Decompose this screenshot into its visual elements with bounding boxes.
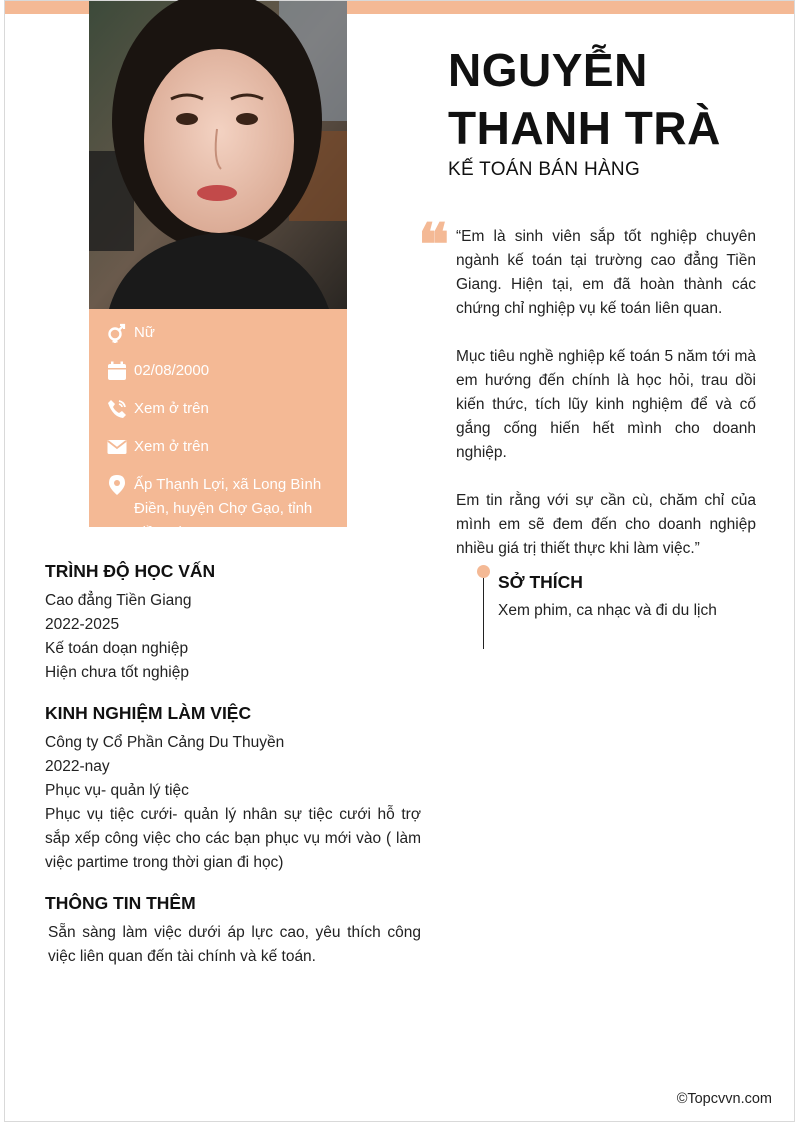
experience-title: KINH NGHIỆM LÀM VIỆC bbox=[45, 703, 252, 723]
additional-title: THÔNG TIN THÊM bbox=[45, 893, 196, 913]
address-value: Ấp Thạnh Lợi, xã Long Bình Điền, huyện Chợ Gạo, tỉnh Tiền Giang bbox=[134, 476, 322, 541]
calendar-icon bbox=[107, 359, 127, 383]
phone-icon bbox=[107, 397, 127, 421]
profile-photo bbox=[89, 1, 347, 309]
hobby-timeline-line bbox=[483, 576, 484, 649]
hobby-timeline-dot bbox=[477, 565, 490, 578]
education-school: Cao đẳng Tiền Giang bbox=[45, 592, 192, 609]
experience-company: Công ty Cổ Phần Cảng Du Thuyền bbox=[45, 734, 285, 751]
phone-value: Xem ở trên bbox=[134, 400, 209, 417]
full-name bbox=[448, 41, 778, 157]
experience-period: 2022-nay bbox=[45, 758, 110, 775]
contact-address bbox=[107, 473, 337, 545]
contact-phone bbox=[107, 397, 337, 421]
contact-panel bbox=[89, 309, 347, 541]
birthdate-value: 02/08/2000 bbox=[134, 362, 210, 379]
education-major: Kế toán doạn nghiệp bbox=[45, 640, 189, 657]
contact-email bbox=[107, 435, 337, 459]
job-title: KẾ TOÁN BÁN HÀNG bbox=[448, 159, 641, 180]
contact-gender bbox=[107, 321, 337, 345]
gender-icon bbox=[107, 321, 127, 345]
email-value: Xem ở trên bbox=[134, 438, 209, 455]
additional-body bbox=[48, 921, 421, 969]
email-icon bbox=[107, 435, 127, 459]
education-years: 2022-2025 bbox=[45, 616, 120, 633]
about-paragraph-2: Mục tiêu nghề nghiệp kế toán 5 năm tới mà em hướng đến chính là học hỏi, trau dồi kiến thức, tích lũy kinh nghiệm để và cố gắng cống hiến hết mình cho doanh nghiệp. bbox=[456, 348, 756, 461]
footer-credit[interactable]: ©Topcvvn.com bbox=[676, 1091, 772, 1107]
about-paragraph-1: “Em là sinh viên sắp tốt nghiệp chuyên ngành kế toán tại trường cao đẳng Tiền Giang. Hiện tại, em đã hoàn thành các chứng chỉ nghiệp vụ kế toán liên quan. bbox=[456, 228, 756, 317]
hobby-title: SỞ THÍCH bbox=[498, 572, 583, 592]
education-status: Hiện chưa tốt nghiệp bbox=[45, 664, 189, 681]
cv-page bbox=[4, 0, 795, 1122]
education-body bbox=[45, 589, 421, 685]
experience-description: Phục vụ tiệc cưới- quản lý nhân sự tiệc cưới hỗ trợ sắp xếp công việc cho các bạn phục vụ mới vào ( làm việc partime trong thời gian đi học) bbox=[45, 806, 421, 871]
name-line-1: NGUYỄN bbox=[448, 44, 648, 96]
experience-body bbox=[45, 731, 421, 875]
about-section bbox=[456, 225, 756, 585]
location-pin-icon bbox=[107, 473, 127, 497]
about-paragraph-3: Em tin rằng với sự cần cù, chăm chỉ của mình em sẽ đem đến cho doanh nghiệp nhiều giá trị thiết thực khi làm việc.” bbox=[456, 492, 756, 557]
quote-icon: ❝ bbox=[418, 211, 450, 279]
contact-birthdate bbox=[107, 359, 337, 383]
gender-value: Nữ bbox=[134, 324, 155, 341]
name-line-2: THANH TRÀ bbox=[448, 102, 721, 154]
experience-role: Phục vụ- quản lý tiệc bbox=[45, 782, 189, 799]
hobby-text: Xem phim, ca nhạc và đi du lịch bbox=[498, 602, 717, 619]
education-title: TRÌNH ĐỘ HỌC VẤN bbox=[45, 561, 216, 581]
additional-text: Sẵn sàng làm việc dưới áp lực cao, yêu thích công việc liên quan đến tài chính và kế toán. bbox=[48, 924, 421, 965]
